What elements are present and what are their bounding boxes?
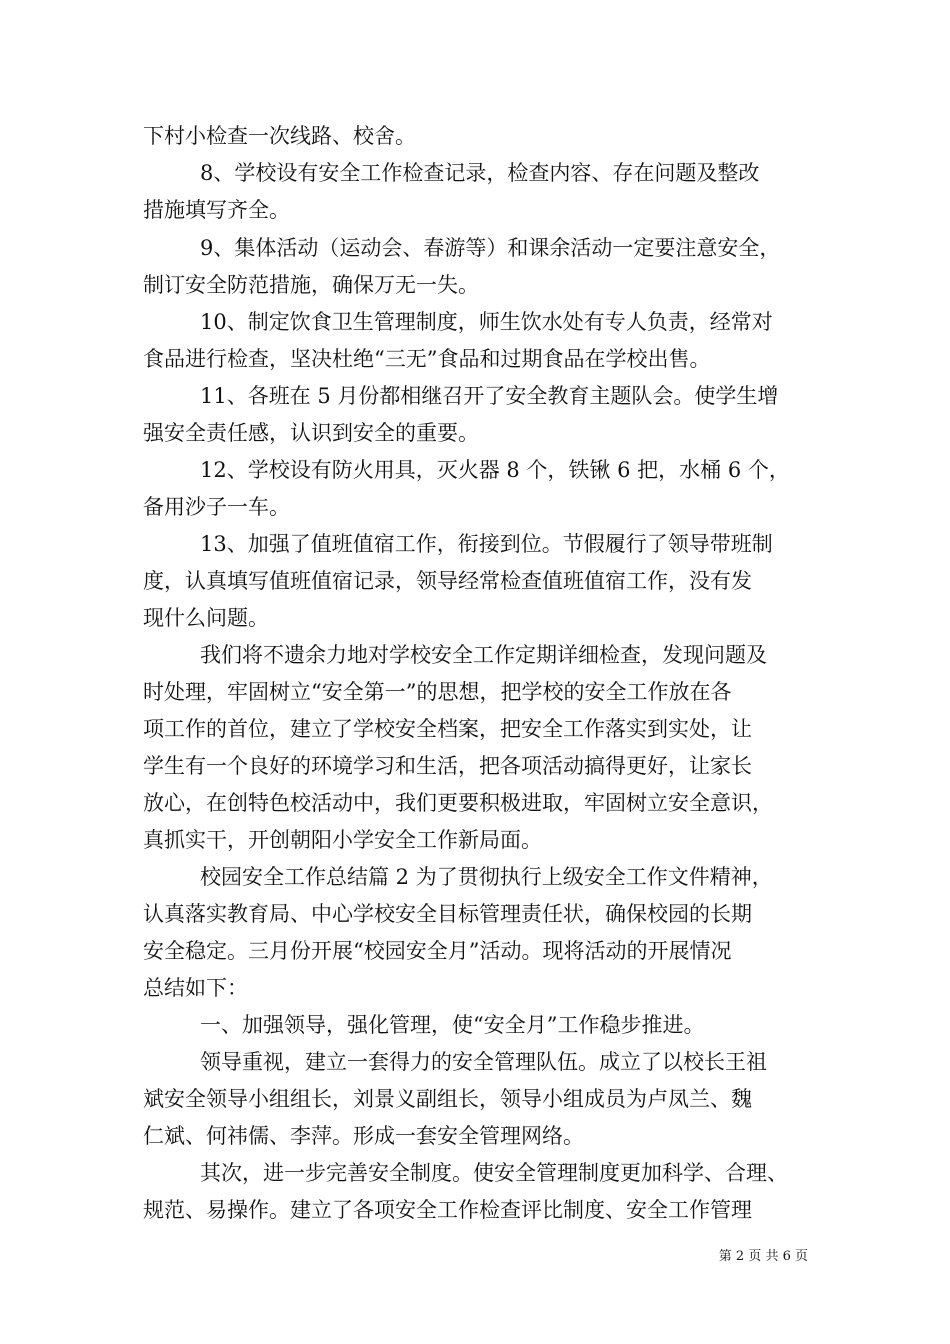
text-line: 项工作的首位，建立了学校安全档案，把安全工作落实到实处，让 — [143, 717, 752, 741]
text-line: 下村小检查一次线路、校舍。 — [143, 124, 416, 148]
text-line: 10、制定饮食卫生管理制度，师生饮水处有专人负责，经常对 — [200, 310, 773, 334]
text-line: 度，认真填写值班值宿记录，领导经常检查值班值宿工作，没有发 — [143, 569, 752, 593]
text-line: 13、加强了值班值宿工作，衔接到位。节假履行了领导带班制 — [200, 532, 773, 556]
text-line: 措施填写齐全。 — [143, 198, 290, 222]
text-line: 时处理，牢固树立“安全第一”的思想，把学校的安全工作放在各 — [143, 680, 732, 704]
text-line: 备用沙子一车。 — [143, 495, 290, 519]
text-line: 现什么问题。 — [143, 606, 269, 630]
text-line: 11、各班在 5 月份都相继召开了安全教育主题队会。使学生增 — [200, 384, 779, 408]
section-heading: 一、加强领导，强化管理，使“安全月”工作稳步推进。 — [200, 1013, 705, 1037]
text-line: 学生有一个良好的环境学习和生活，把各项活动搞得更好，让家长 — [143, 754, 752, 778]
text-line: 放心，在创特色校活动中，我们更要积极进取，牢固树立安全意识， — [143, 791, 773, 815]
text-line: 真抓实干，开创朝阳小学安全工作新局面。 — [143, 828, 542, 852]
text-line: 强安全责任感，认识到安全的重要。 — [143, 421, 479, 445]
text-line: 其次，进一步完善安全制度。使安全管理制度更加科学、合理、 — [200, 1161, 788, 1185]
text-line: 规范、易操作。建立了各项安全工作检查评比制度、安全工作管理 — [143, 1198, 752, 1222]
text-line: 8、学校设有安全工作检查记录，检查内容、存在问题及整改 — [200, 161, 760, 185]
text-line: 认真落实教育局、中心学校安全目标管理责任状，确保校园的长期 — [143, 902, 752, 926]
text-line: 制订安全防范措施，确保万无一失。 — [143, 273, 479, 297]
page-number: 第 2 页 共 6 页 — [718, 1249, 808, 1264]
text-line: 食品进行检查，坚决杜绝“三无”食品和过期食品在学校出售。 — [143, 347, 711, 371]
text-line: 斌安全领导小组组长，刘景义副组长，领导小组成员为卢凤兰、魏 — [143, 1087, 752, 1111]
text-line: 仁斌、何祎儒、李萍。形成一套安全管理网络。 — [143, 1124, 584, 1148]
text-line: 安全稳定。三月份开展“校园安全月”活动。现将活动的开展情况 — [143, 939, 732, 963]
text-line: 领导重视，建立一套得力的安全管理队伍。成立了以校长王祖 — [200, 1050, 767, 1074]
text-line: 9、集体活动（运动会、春游等）和课余活动一定要注意安全， — [200, 236, 781, 260]
text-line: 12、学校设有防火用具，灭火器 8 个，铁锹 6 把，水桶 6 个， — [200, 458, 790, 482]
text-line: 总结如下： — [143, 976, 248, 1000]
text-line: 校园安全工作总结篇 2 为了贯彻执行上级安全工作文件精神， — [200, 865, 773, 889]
text-line: 我们将不遗余力地对学校安全工作定期详细检查，发现问题及 — [200, 643, 767, 667]
